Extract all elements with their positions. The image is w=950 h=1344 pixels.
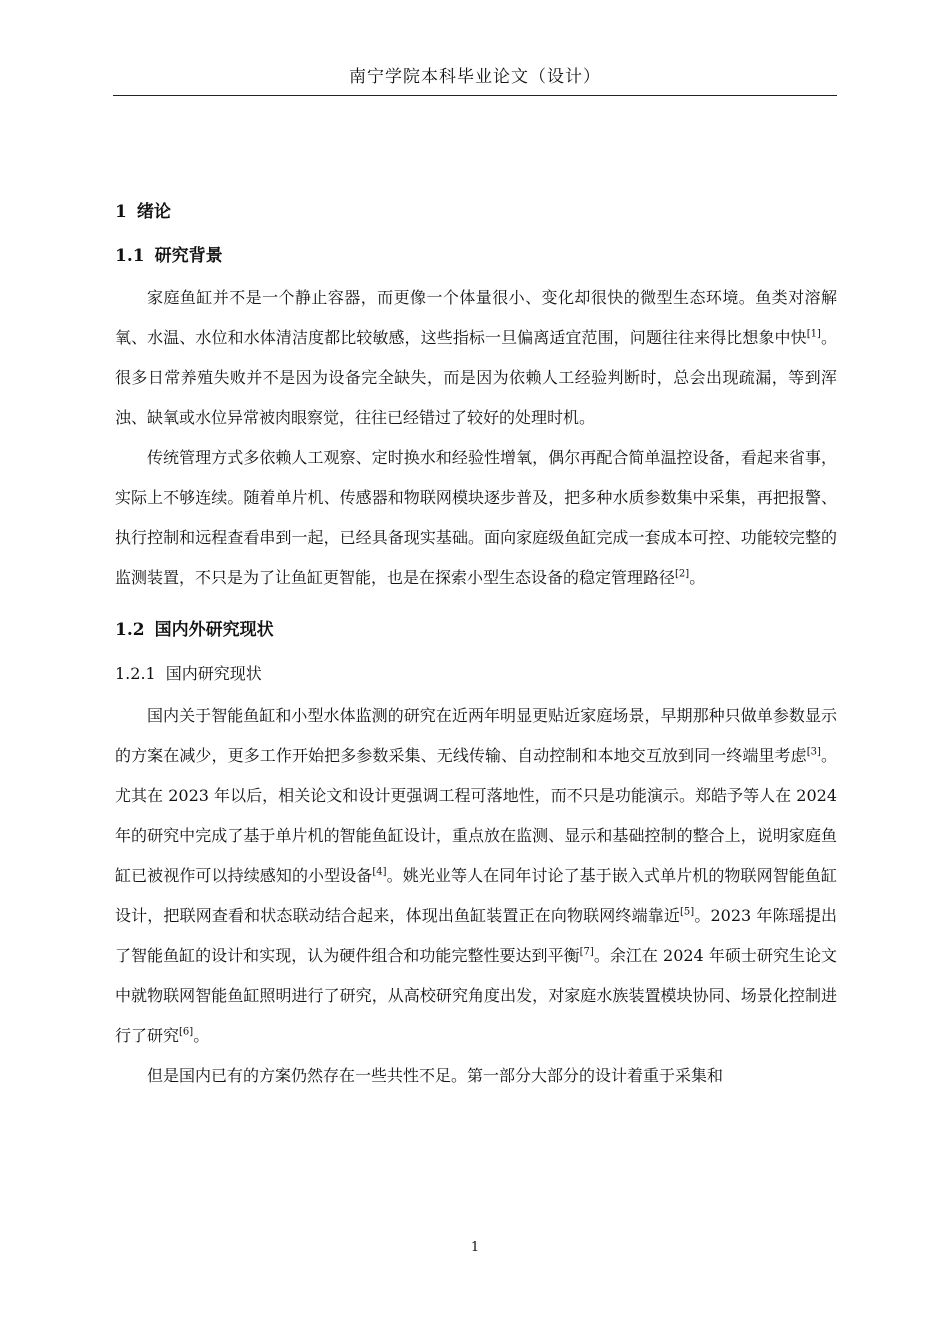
page-header (113, 62, 837, 96)
citation-marker: [6] (179, 1026, 194, 1038)
citation-marker: [1] (806, 328, 821, 340)
section-heading-1-2 (115, 608, 837, 652)
paragraph-text: 国内关于智能鱼缸和小型水体监测的研究在近两年明显更贴近家庭场景，早期那种只做单参数显示的方案在减少，更多工作开始把多参数采集、无线传输、自动控制和本地交互放到同一终端里考虑 (115, 706, 837, 765)
paragraph-text: 。余江在 2024 年硕士研究生论文中就物联网智能鱼缸照明进行了研究，从高校研究角度出发，对家庭水族装置模块协同、场景化控制进行了研究 (115, 946, 837, 1045)
chapter-number: 1 (115, 202, 127, 222)
section-title: 国内外研究现状 (154, 620, 274, 640)
paragraph (115, 1056, 837, 1096)
chapter-title: 绪论 (136, 202, 171, 222)
citation-marker: [7] (579, 946, 594, 958)
section-title: 研究背景 (154, 246, 223, 266)
chapter-heading (115, 190, 837, 234)
subsection-title: 国内研究现状 (165, 664, 262, 683)
citation-marker: [5] (680, 906, 695, 918)
header-title: 南宁学院本科毕业论文（设计） (349, 67, 601, 87)
paragraph-text: 。尤其在 2023 年以后，相关论文和设计更强调工程可落地性，而不只是功能演示。郑皓予等人在 2024 年的研究中完成了基于单片机的智能鱼缸设计，重点放在监测、显示和基础控制的整合上，说明家庭鱼缸已被视作可以持续感知的小型设备 (115, 746, 837, 885)
subsection-heading-1-2-1 (115, 652, 837, 696)
page-number: 1 (470, 1240, 480, 1255)
citation-marker: [4] (372, 866, 387, 878)
section-heading-1-1 (115, 234, 837, 278)
paragraph-text: 。 (193, 1026, 210, 1045)
paragraph-text: 。很多日常养殖失败并不是因为设备完全缺失，而是因为依赖人工经验判断时，总会出现疏漏，等到浑浊、缺氧或水位异常被肉眼察觉，往往已经错过了较好的处理时机。 (115, 328, 837, 427)
paragraph (115, 278, 837, 438)
subsection-number: 1.2.1 (115, 664, 156, 683)
paragraph-text: 。姚光业等人在同年讨论了基于嵌入式单片机的物联网智能鱼缸设计，把联网查看和状态联动结合起来，体现出鱼缸装置正在向物联网终端靠近 (115, 866, 837, 925)
citation-marker: [2] (675, 568, 690, 580)
section-number: 1.2 (115, 620, 145, 640)
paragraph-text: 家庭鱼缸并不是一个静止容器，而更像一个体量很小、变化却很快的微型生态环境。鱼类对溶解氧、水温、水位和水体清洁度都比较敏感，这些指标一旦偏离适宜范围，问题往往来得比想象中快 (115, 288, 837, 347)
document-body (115, 190, 837, 1096)
paragraph (115, 696, 837, 1056)
paragraph-text: 。2023 年陈瑶提出了智能鱼缸的设计和实现，认为硬件组合和功能完整性要达到平衡 (115, 906, 837, 965)
paragraph-text: 但是国内已有的方案仍然存在一些共性不足。第一部分大部分的设计着重于采集和 (147, 1066, 724, 1085)
section-number: 1.1 (115, 246, 145, 266)
paragraph-text: 。 (689, 568, 706, 587)
paragraph (115, 438, 837, 598)
paragraph-text: 传统管理方式多依赖人工观察、定时换水和经验性增氧，偶尔再配合简单温控设备，看起来省事，实际上不够连续。随着单片机、传感器和物联网模块逐步普及，把多种水质参数集中采集，再把报警、执行控制和远程查看串到一起，已经具备现实基础。面向家庭级鱼缸完成一套成本可控、功能较完整的监测装置，不只是为了让鱼缸更智能，也是在探索小型生态设备的稳定管理路径 (115, 448, 837, 587)
citation-marker: [3] (806, 746, 821, 758)
